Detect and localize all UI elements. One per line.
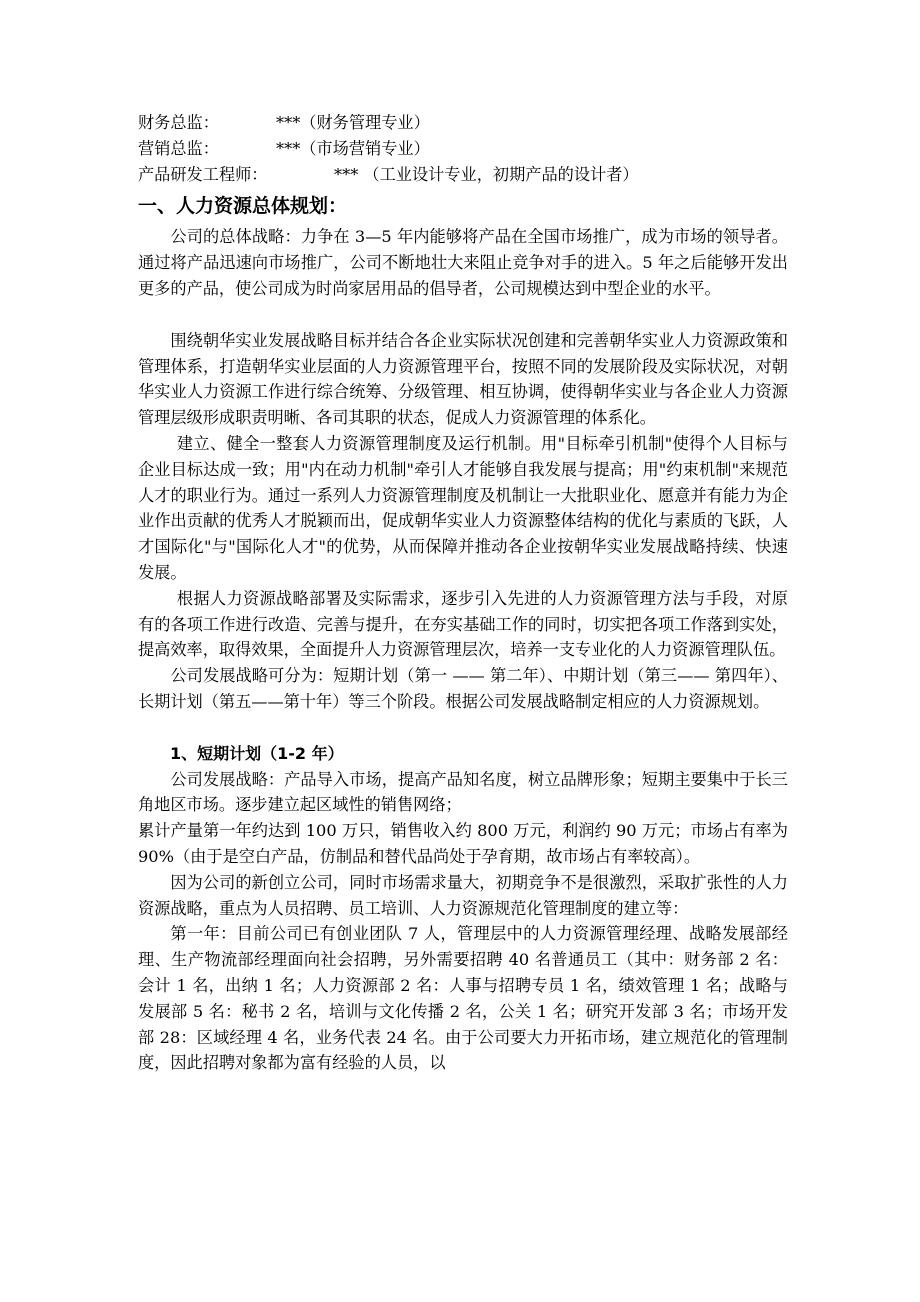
paragraph-methods: 根据人力资源战略部署及实际需求，逐步引入先进的人力资源管理方法与手段，对原有的各项工作进行改造、完善与提升，在夯实基础工作的同时，切实把各项工作落到实处，提高效率，取得效果，全面提升人力资源管理层次，培养一支专业化的人力资源管理队伍。	[138, 588, 788, 660]
paragraph-first-year-hiring: 第一年：目前公司已有创业团队 7 人，管理层中的人力资源管理经理、战略发展部经理、生产物流部经理面向社会招聘，另外需要招聘 40 名普通员工（其中：财务部 2 名：会计 1 名，出纳 1 名；人力资源部 2 名：人事与招聘专员 1 名，绩效管理 1 名；战略与发展部 5 名：秘书 2 名，培训与文化传播 2 名，公关 1 名；研究开发部 3 名；市场开发部 28：区域经理 4 名，业务代表 24 名。由于公司要大力开拓市场，建立规范化的管理制度，因此招聘对象都为富有经验的人员，以	[138, 924, 788, 1073]
roster-label: 财务总监：	[138, 113, 219, 132]
paragraph-output-targets: 累计产量第一年约达到 100 万只，销售收入约 800 万元，利润约 90 万元；市场占有率为 90%（由于是空白产品，仿制品和替代品尚处于孕育期，故市场占有率较高）。	[138, 821, 788, 866]
roster-label: 营销总监：	[138, 138, 219, 158]
document-page	[138, 110, 788, 1076]
roster-value: ***（财务管理专业）	[276, 113, 430, 132]
paragraph-hr-system: 围绕朝华实业发展战略目标并结合各企业实际状况创建和完善朝华实业人力资源政策和管理体系，打造朝华实业层面的人力资源管理平台，按照不同的发展阶段及实际状况，对朝华实业人力资源工作进行综合统筹、分级管理、相互协调，使得朝华实业与各企业人力资源管理层级形成职责明晰、各司其职的状态，促成人力资源管理的体系化。	[138, 330, 788, 428]
paragraph-spacer	[138, 715, 788, 741]
paragraph-short-term-strategy: 公司发展战略：产品导入市场，提高产品知名度，树立品牌形象；短期主要集中于长三角地区市场。逐步建立起区域性的销售网络；	[138, 769, 788, 815]
roster-label: 产品研发工程师：	[138, 164, 268, 184]
paragraph-mechanisms: 建立、健全一整套人力资源管理制度及运行机制。用"目标牵引机制"使得个人目标与企业目标达成一致；用"内在动力机制"牵引人才能够自我发展与提高；用"约束机制"来规范人才的职业行为。通过一系列人力资源管理制度及机制让一大批职业化、愿意并有能力为企业作出贡献的优秀人才脱颖而出，促成朝华实业人力资源整体结构的优化与素质的飞跃，人才国际化"与"国际化人才"的优势，从而保障并推动各企业按朝华实业发展战略持续、快速发展。	[138, 433, 788, 582]
roster-line-finance-director	[138, 110, 788, 136]
roster-value: ***（市场营销专业）	[276, 138, 430, 158]
staff-roster	[138, 110, 788, 187]
paragraph-hr-expansion: 因为公司的新创立公司，同时市场需求量大，初期竞争不是很激烈，采取扩张性的人力资源战略，重点为人员招聘、员工培训、人力资源规范化管理制度的建立等：	[138, 872, 788, 918]
section-heading-hr-plan: 一、人力资源总体规划：	[138, 195, 348, 218]
roster-line-rd-engineer	[138, 162, 788, 188]
subsection-heading-short-term: 1、短期计划（1-2 年）	[170, 743, 344, 763]
roster-value: *** （工业设计专业，初期产品的设计者）	[334, 164, 639, 184]
paragraph-overall-strategy: 公司的总体战略：力争在 3—5 年内能够将产品在全国市场推广，成为市场的领导者。通过将产品迅速向市场推广，公司不断地壮大来阻止竞争对手的进入。5 年之后能够开发出更多的产品，使公司成为时尚家居用品的倡导者，公司规模达到中型企业的水平。	[138, 227, 788, 298]
paragraph-strategy-stages: 公司发展战略可分为：短期计划（第一 —— 第二年）、中期计划（第三—— 第四年）、长期计划（第五——第十年）等三个阶段。根据公司发展战略制定相应的人力资源规划。	[138, 666, 788, 711]
paragraph-spacer	[138, 302, 788, 328]
roster-line-marketing-director	[138, 136, 788, 162]
